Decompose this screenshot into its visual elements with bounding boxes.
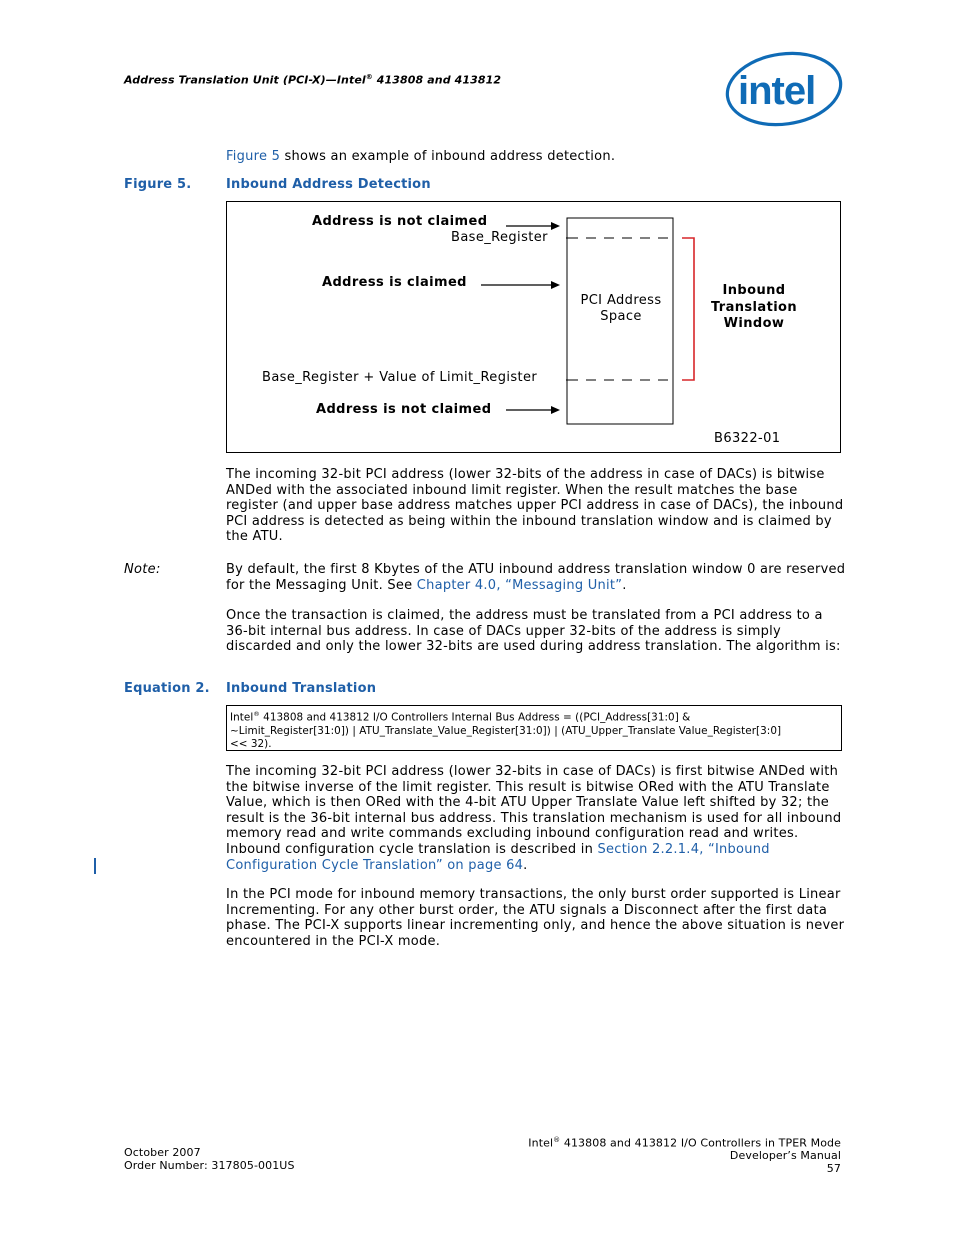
inbound-window-bracket <box>682 238 694 380</box>
footer-left <box>124 1147 295 1172</box>
pci-label-line-1: PCI Address <box>580 293 662 308</box>
figure-title: Inbound Address Detection <box>226 177 431 192</box>
footer-order-number: Order Number: 317805-001US <box>124 1158 295 1172</box>
note-label: Note: <box>124 562 161 577</box>
arrow-claimed-head <box>551 281 560 289</box>
note-body: By default, the first 8 Kbytes of the ATU inbound address translation window 0 are reserved for the Messaging Unit. See <box>226 562 846 593</box>
intel-logo-icon <box>724 50 844 128</box>
pci-label-line-2: Space <box>600 308 642 324</box>
footer-right <box>528 1134 841 1175</box>
equation-line-3: << 32). <box>230 738 272 751</box>
paragraph-3 <box>226 764 846 873</box>
label-not-claimed-top: Address is not claimed <box>312 214 488 229</box>
header-title-text-2: 413808 and 413812 <box>372 73 502 87</box>
footer-product-text: 413808 and 413812 I/O Controllers in TPER Mode <box>560 1136 841 1150</box>
equation-box <box>226 705 842 751</box>
equation-title: Inbound Translation <box>226 681 377 696</box>
inbound-window-label <box>701 283 807 333</box>
figure-id: B6322-01 <box>714 431 781 446</box>
eq-intel: Intel <box>230 711 254 724</box>
header-title-text: Address Translation Unit (PCI-X)—Intel <box>124 73 366 87</box>
footer-date: October 2007 <box>124 1146 201 1159</box>
label-base-register: Base_Register <box>451 230 548 245</box>
paragraph-4: In the PCI mode for inbound memory transactions, the only burst order supported is Linear Incrementing. For any other burst order, the ATU signals a Disconnect after the first data phase. The PCI-X supports linear incrementing only, and hence the above situation is never encountered in the PCI-X mode. <box>226 887 845 949</box>
change-bar <box>94 858 96 874</box>
figure-frame <box>226 201 841 453</box>
running-header <box>124 73 501 87</box>
section-2-2-1-4-link[interactable]: Section 2.2.1.4, “Inbound Configuration Cycle Translation” on page 64 <box>226 841 770 873</box>
note-suffix: . <box>622 577 627 593</box>
footer-manual: Developer’s Manual <box>729 1149 841 1163</box>
figure-number: Figure 5. <box>124 177 192 192</box>
pci-address-space-label <box>568 293 674 324</box>
note-text <box>226 562 846 593</box>
para3-body: The incoming 32-bit PCI address (lower 32-bits in case of DACs) is first bitwise ANDed with the bitwise inverse of the limit register. This result is bitwise ORed with the ATU Translate Value, which is then ORed with the 4-bit ATU Upper Translate Value left shifted by 32; the result is the 36-bit internal bus address. This translation mechanism is used for all inbound memory read and write commands excluding inbound configuration read and writes. Inbound configuration cycle translation is described in <box>226 764 842 857</box>
logo-text: intel <box>738 69 816 113</box>
label-not-claimed-bottom: Address is not claimed <box>316 402 492 417</box>
equation-line-2: ~Limit_Register[31:0]) | ATU_Translate_Value_Register[31:0]) | (ATU_Upper_Translate Value_Register[3:0] <box>230 724 782 737</box>
intro-text: shows an example of inbound address detection. <box>280 149 616 164</box>
window-label-line-3: Window <box>723 316 785 331</box>
footer-intel: Intel <box>528 1136 554 1150</box>
window-label-line-1: Inbound <box>722 283 786 298</box>
equation-number: Equation 2. <box>124 681 210 696</box>
chapter-4-link[interactable]: Chapter 4.0, “Messaging Unit” <box>416 577 623 593</box>
paragraph-2: Once the transaction is claimed, the address must be translated from a PCI address to a 36-bit internal bus address. In case of DACs upper 32-bits of the address is simply discarded and only the lower 32-bits are used during address translation. The algorithm is: <box>226 608 841 655</box>
equation-line-1 <box>230 708 838 725</box>
label-base-plus-limit: Base_Register + Value of Limit_Register <box>262 370 538 385</box>
arrow-not-claimed-bottom-head <box>551 406 560 414</box>
eq-line1-text: 413808 and 413812 I/O Controllers Internal Bus Address = ((PCI_Address[31:0] & <box>259 711 691 724</box>
page-number: 57 <box>826 1161 841 1175</box>
arrow-not-claimed-top-head <box>551 222 560 230</box>
footer-registered-mark: ® <box>553 1136 561 1144</box>
paragraph-1: The incoming 32-bit PCI address (lower 32-bits of the address in case of DACs) is bitwise ANDed with the associated inbound limit register. When the result matches the base register (and upper base address matches upper PCI address in case of DACs), the inbound PCI address is detected as being within the inbound translation window and is claimed by the ATU. <box>226 467 844 545</box>
footer-product <box>528 1134 841 1150</box>
eq-registered-mark: ® <box>253 710 260 718</box>
intro-line <box>226 149 615 165</box>
label-claimed: Address is claimed <box>322 275 467 290</box>
para3-suffix: . <box>523 857 528 873</box>
registered-mark: ® <box>365 73 373 81</box>
figure-5-link[interactable]: Figure 5 <box>226 149 281 164</box>
window-label-line-2: Translation <box>710 299 798 315</box>
